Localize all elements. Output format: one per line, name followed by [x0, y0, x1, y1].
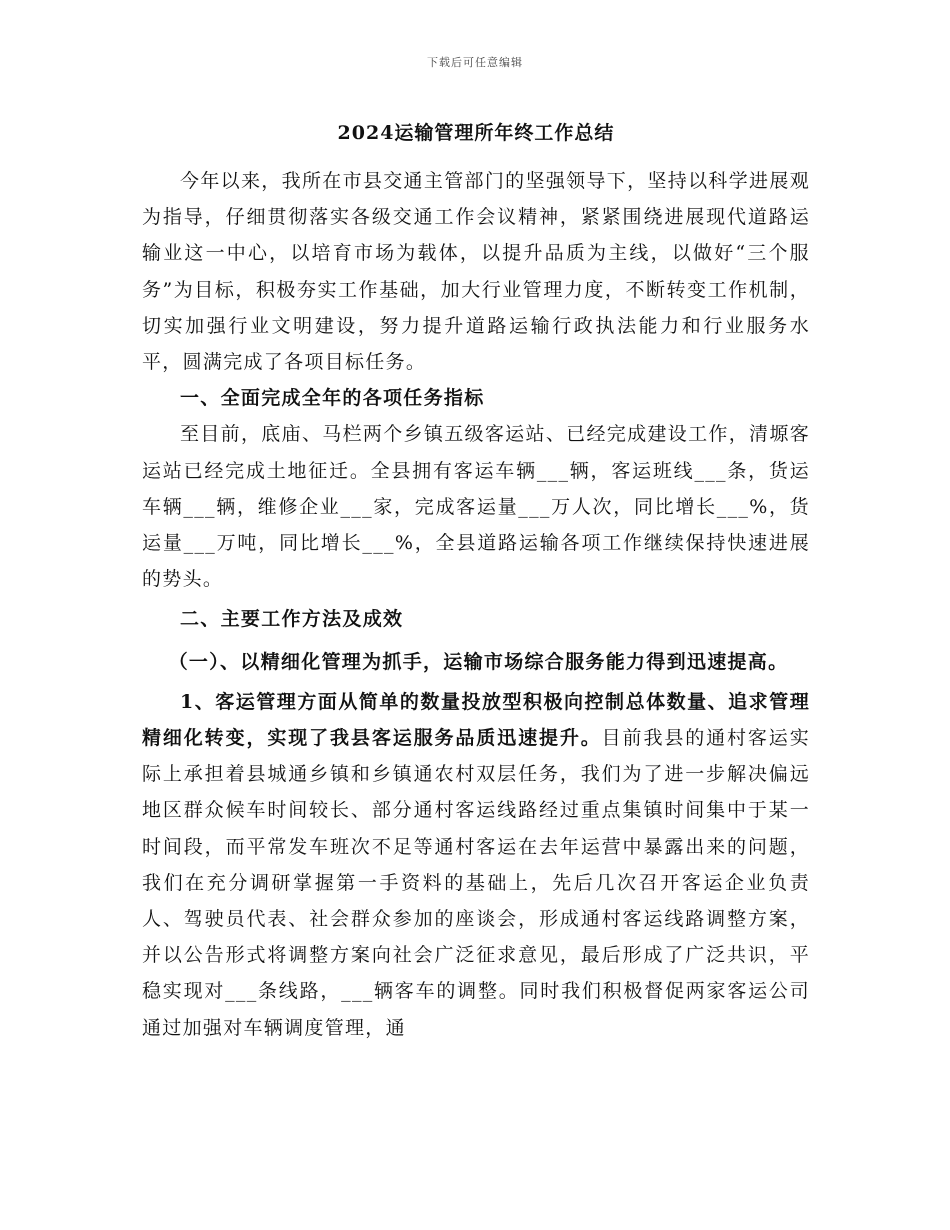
document-title: 2024运输管理所年终工作总结: [337, 122, 615, 144]
item1-lead: 1、客运管理方面从简单的数量投放型积极向控制总体数量、追求管理精细化转变，实现了我县客运服务品质迅速提升。: [142, 690, 810, 750]
subsection1-heading: （一）、以精细化管理为抓手，运输市场综合服务能力得到迅速提高。: [168, 650, 789, 673]
section1-heading: 一、全面完成全年的各项任务指标: [180, 387, 485, 410]
item1-body: 目前我县的通村客运实际上承担着县城通乡镇和乡镇通农村双层任务，我们为了进一步解决偏远地区群众候车时间较长、部分通村客运线路经过重点集镇时间集中于某一时间段，而平常发车班次不足等通村客运在去年运营中暴露出来的问题，我们在充分调研掌握第一手资料的基础上，先后几次召开客运企业负责人、驾驶员代表、社会群众参加的座谈会，形成通村客运线路调整方案，并以公告形式将调整方案向社会广泛征求意见，最后形成了广泛共识，平稳实现对___条线路，___辆客车的调整。同时我们积极督促两家客运公司通过加强对车辆调度管理，通: [142, 727, 810, 1039]
section2-heading: 二、主要工作方法及成效: [180, 608, 404, 631]
section1-paragraph: 至目前，底庙、马栏两个乡镇五级客运站、已经完成建设工作，清塬客运站已经完成土地征迁。全县拥有客运车辆___辆，客运班线___条，货运车辆___辆，维修企业___家，完成客运量___万人次，同比增长___%，货运量___万吨，同比增长___%，全县道路运输各项工作继续保持快速进展的势头。: [142, 423, 810, 591]
document-body: [142, 118, 810, 1046]
header-note: 下载后可任意编辑: [427, 56, 523, 69]
item1-paragraph: [142, 684, 810, 1046]
intro-paragraph: 今年以来，我所在市县交通主管部门的坚强领导下，坚持以科学进展观为指导，仔细贯彻落实各级交通工作会议精神，紧紧围绕进展现代道路运输业这一中心，以培育市场为载体，以提升品质为主线，以做好“三个服务”为目标，积极夯实工作基础，加大行业管理力度，不断转变工作机制，切实加强行业文明建设，努力提升道路运输行政执法能力和行业服务水平，圆满完成了各项目标任务。: [142, 170, 810, 374]
